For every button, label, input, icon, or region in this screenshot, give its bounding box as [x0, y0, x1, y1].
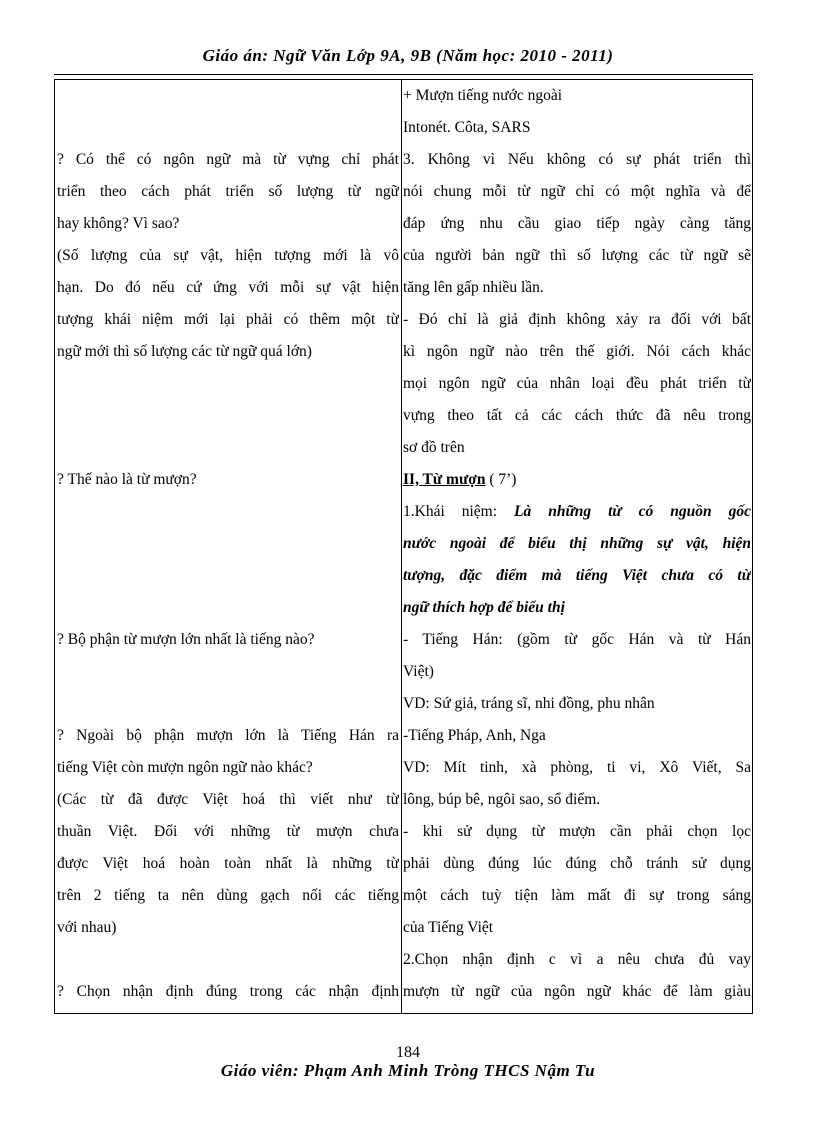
text-line: thuần Việt. Đối với những từ mượn chưa — [57, 823, 399, 840]
text-line: triển theo cách phát triển số lượng từ ngữ — [57, 183, 399, 200]
section-heading: II, Từ mượn — [403, 471, 486, 488]
text-line: mượn từ ngữ của ngôn ngữ khác để làm giàu — [403, 983, 751, 1000]
text-line: VD: Mít tinh, xà phòng, ti vi, Xô Viết, Sa — [403, 759, 751, 776]
text-line: mọi ngôn ngữ của nhân loại đều phát triển từ — [403, 375, 751, 392]
content-column — [403, 80, 751, 1008]
text-line: với nhau) — [57, 919, 117, 936]
concept-definition-text: Là những từ có nguồn gốc — [514, 503, 751, 520]
text-line: ? Thế nào là từ mượn? — [57, 471, 197, 488]
text-line: được Việt hoá hoàn toàn nhất là những từ — [57, 855, 399, 872]
text-line — [57, 592, 399, 624]
section-time: ( 7’) — [485, 471, 517, 488]
text-line — [57, 528, 399, 560]
text-line: sơ đồ trên — [403, 439, 465, 456]
text-line: trên 2 tiếng ta nên dùng gạch nối các tiếng — [57, 887, 399, 904]
page-footer-teacher: Giáo viên: Phạm Anh Minh Tròng THCS Nậm Tu — [220, 1061, 596, 1080]
text-line: 2.Chọn nhận định c vì a nêu chưa đủ vay — [403, 951, 751, 968]
text-line — [57, 80, 399, 112]
text-line: - Đó chỉ là giả định không xảy ra đối với bất — [403, 311, 751, 328]
page-header-title: Giáo án: Ngữ Văn Lớp 9A, 9B (Năm học: 2010 - 2011) — [202, 46, 614, 65]
text-line: ngữ mới thì số lượng các từ ngữ quá lớn) — [57, 343, 312, 360]
lesson-table — [54, 79, 753, 1014]
text-line: đáp ứng nhu cầu giao tiếp ngày càng tăng — [403, 215, 751, 232]
text-line — [57, 432, 399, 464]
text-line: một cách tuỳ tiện làm mất đi sự trong sáng — [403, 887, 751, 904]
text-line: 3. Không vì Nếu không có sự phát triển thì — [403, 151, 751, 168]
page-number: 184 — [396, 1044, 420, 1061]
text-line: vựng theo tất cả các cách thức đã nêu trong — [403, 407, 751, 424]
section-heading-line — [403, 464, 751, 496]
text-line — [57, 368, 399, 400]
concept-line — [403, 496, 751, 528]
text-line: (Số lượng của sự vật, hiện tượng mới là vô — [57, 247, 399, 264]
text-line — [57, 656, 399, 688]
text-line: hay không? Vì sao? — [57, 215, 180, 232]
text-line: của Tiếng Việt — [403, 919, 494, 936]
text-line: Intonét. Côta, SARS — [403, 119, 531, 136]
teacher-questions-column — [57, 80, 399, 1008]
text-line — [57, 560, 399, 592]
text-line: - khi sử dụng từ mượn cần phải chọn lọc — [403, 823, 751, 840]
text-line: - Tiếng Hán: (gồm từ gốc Hán và từ Hán — [403, 631, 751, 648]
text-line: tiếng Việt còn mượn ngôn ngữ nào khác? — [57, 759, 313, 776]
text-line — [57, 688, 399, 720]
text-line: ? Có thể có ngôn ngữ mà từ vựng chỉ phát — [57, 151, 399, 168]
header-rule — [54, 74, 753, 75]
text-line: nói chung mỗi từ ngữ chỉ có một nghĩa và để — [403, 183, 751, 200]
text-line: VD: Sứ giả, tráng sĩ, nhi đồng, phu nhân — [403, 695, 655, 712]
text-line: ? Ngoài bộ phận mượn lớn là Tiếng Hán ra — [57, 727, 399, 744]
text-line: lông, búp bê, ngôi sao, sổ điểm. — [403, 791, 601, 808]
text-line: Việt) — [403, 663, 434, 680]
text-line — [57, 944, 399, 976]
text-line: tăng lên gấp nhiều lần. — [403, 279, 544, 296]
concept-definition-line: ngữ thích hợp để biểu thị — [403, 599, 565, 616]
text-line: tượng khái niệm mới lại phải có thêm một từ — [57, 311, 399, 328]
text-line: của người bản ngữ thì số lượng các từ ngữ sẽ — [403, 247, 751, 264]
concept-label: 1.Khái niệm: — [403, 503, 515, 520]
text-line: -Tiếng Pháp, Anh, Nga — [403, 727, 546, 744]
concept-definition-line: tượng, đặc điểm mà tiếng Việt chưa có từ — [403, 567, 751, 584]
text-line: + Mượn tiếng nước ngoài — [403, 87, 563, 104]
text-line — [57, 400, 399, 432]
text-line: (Các từ đã được Việt hoá thì viết như từ — [57, 791, 399, 808]
text-line — [57, 496, 399, 528]
text-line: phải dùng đúng lúc đúng chỗ tránh sử dụng — [403, 855, 751, 872]
text-line: hạn. Do đó nếu cứ ứng với mỗi sự vật hiện — [57, 279, 399, 296]
text-line: ? Chọn nhận định đúng trong các nhận định — [57, 983, 399, 1000]
text-line — [57, 112, 399, 144]
text-line: ? Bộ phận từ mượn lớn nhất là tiếng nào? — [57, 631, 315, 648]
concept-definition-line: nước ngoài để biểu thị những sự vật, hiện — [403, 535, 751, 552]
text-line: kì ngôn ngữ nào trên thế giới. Nói cách khác — [403, 343, 751, 360]
column-divider — [401, 80, 402, 1013]
